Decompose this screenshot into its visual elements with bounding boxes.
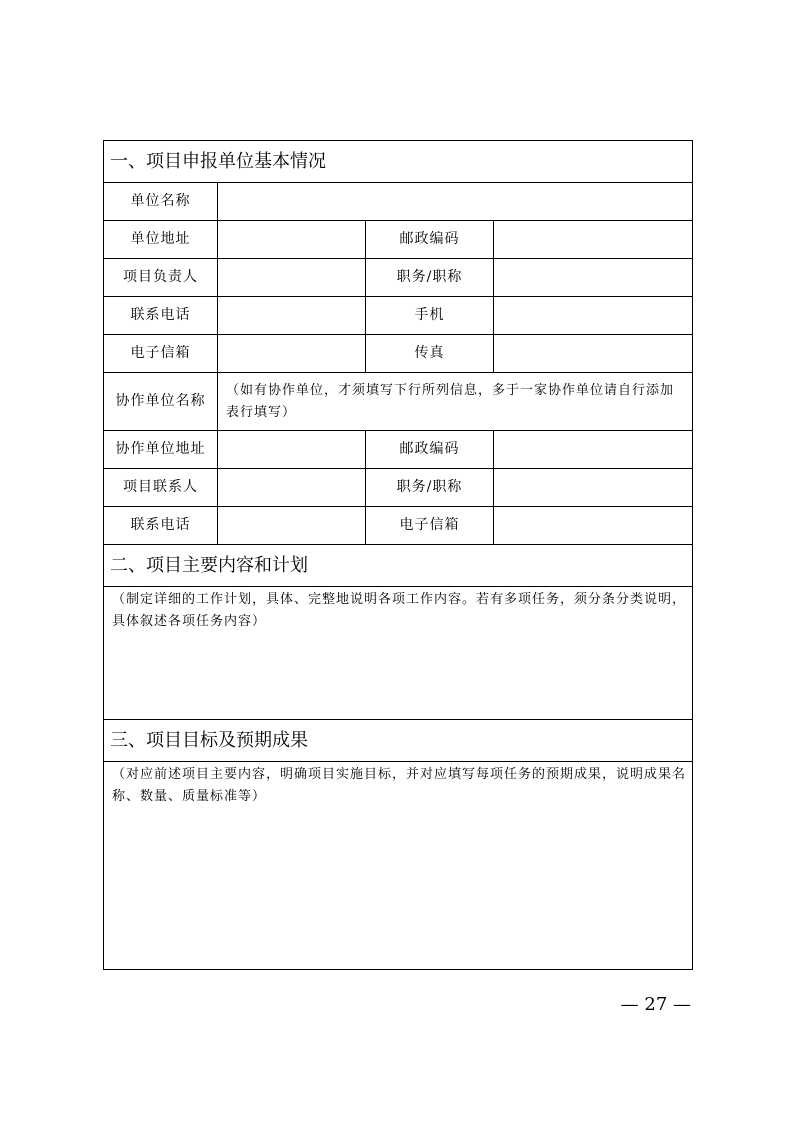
unit-name-label: 单位名称 [104,183,218,221]
position-title-field[interactable] [494,259,693,297]
email-field[interactable] [218,335,366,373]
partner-email-label: 电子信箱 [366,507,494,545]
section-1-title: 一、项目申报单位基本情况 [104,141,693,183]
partner-unit-name-label: 协作单位名称 [104,373,218,431]
partner-unit-note[interactable]: （如有协作单位，才须填写下行所列信息，多于一家协作单位请自行添加表行填写） [218,373,693,431]
partner-address-field[interactable] [218,431,366,469]
partner-phone-field[interactable] [218,507,366,545]
section-2-content-area[interactable]: （制定详细的工作计划，具体、完整地说明各项工作内容。若有多项任务，须分条分类说明，具体叙述各项任务内容） [104,587,693,720]
email-label: 电子信箱 [104,335,218,373]
partner-position-title-field[interactable] [494,469,693,507]
mobile-label: 手机 [366,297,494,335]
project-leader-label: 项目负责人 [104,259,218,297]
partner-postal-code-label: 邮政编码 [366,431,494,469]
postal-code-label: 邮政编码 [366,221,494,259]
application-form-table [103,140,693,970]
project-contact-field[interactable] [218,469,366,507]
partner-postal-code-field[interactable] [494,431,693,469]
unit-address-label: 单位地址 [104,221,218,259]
mobile-field[interactable] [494,297,693,335]
unit-address-field[interactable] [218,221,366,259]
project-contact-label: 项目联系人 [104,469,218,507]
fax-field[interactable] [494,335,693,373]
partner-email-field[interactable] [494,507,693,545]
partner-position-title-label: 职务/职称 [366,469,494,507]
section-3-content-area[interactable]: （对应前述项目主要内容，明确项目实施目标，并对应填写每项任务的预期成果，说明成果名称、数量、质量标准等） [104,762,693,970]
partner-phone-label: 联系电话 [104,507,218,545]
position-title-label: 职务/职称 [366,259,494,297]
unit-name-field[interactable] [218,183,693,221]
partner-address-label: 协作单位地址 [104,431,218,469]
phone-label: 联系电话 [104,297,218,335]
section-3-title: 三、项目目标及预期成果 [104,720,693,762]
project-leader-field[interactable] [218,259,366,297]
section-2-title: 二、项目主要内容和计划 [104,545,693,587]
fax-label: 传真 [366,335,494,373]
phone-field[interactable] [218,297,366,335]
page-number: — 27 — [620,994,691,1015]
postal-code-field[interactable] [494,221,693,259]
